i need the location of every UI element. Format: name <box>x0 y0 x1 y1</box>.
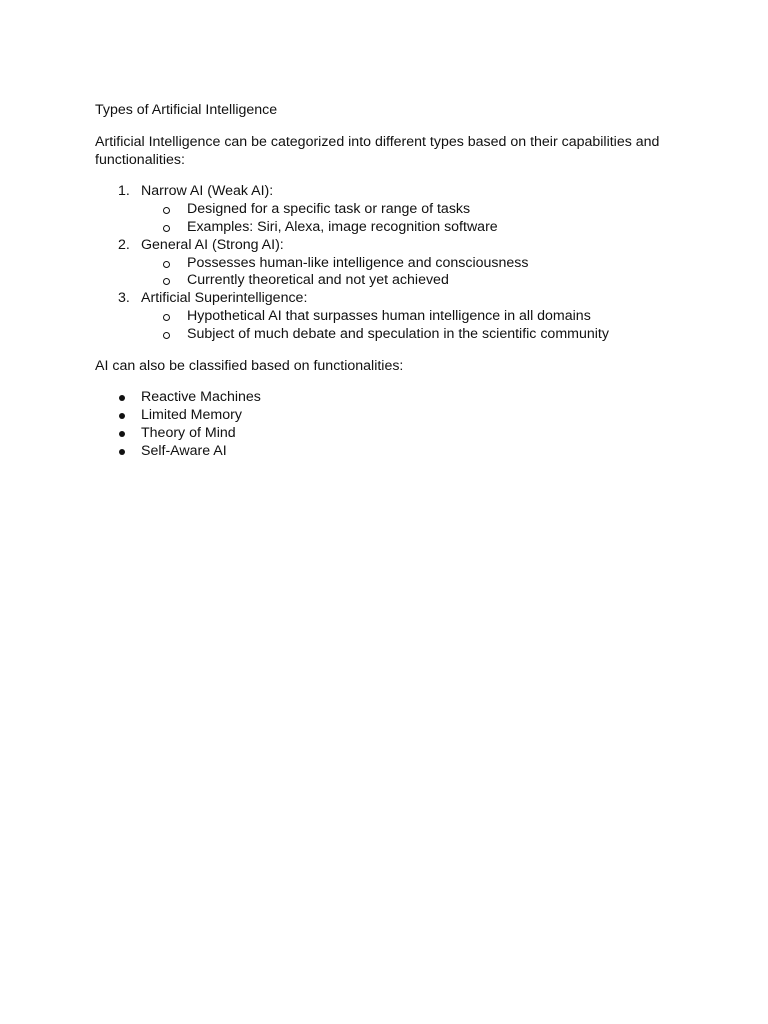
type-number: 3. <box>118 290 130 307</box>
type-point-text: Hypothetical AI that surpasses human intelligence in all domains <box>187 307 591 324</box>
functionality-text: Theory of Mind <box>141 424 236 441</box>
type-points <box>141 308 685 344</box>
type-point-text: Subject of much debate and speculation in the scientific community <box>187 325 609 342</box>
document-body <box>95 102 685 461</box>
type-label: Narrow AI (Weak AI): <box>141 183 274 200</box>
bullet-dot-icon <box>119 449 125 455</box>
type-number: 1. <box>118 183 130 200</box>
bullet-dot-icon <box>119 431 125 437</box>
hollow-bullet-icon <box>163 278 170 285</box>
type-points <box>141 255 685 291</box>
hollow-bullet-icon <box>163 314 170 321</box>
hollow-bullet-icon <box>163 261 170 268</box>
types-list <box>95 183 685 343</box>
type-point <box>141 272 685 290</box>
type-point-text: Possesses human-like intelligence and consciousness <box>187 254 529 271</box>
type-item <box>95 183 685 236</box>
functionality-item <box>95 425 685 443</box>
functionality-item <box>95 407 685 425</box>
type-points <box>141 201 685 237</box>
type-item <box>95 290 685 343</box>
intro-paragraph: Artificial Intelligence can be categorized into different types based on their capabilities and functionalities: <box>95 133 660 168</box>
functionality-item <box>95 443 685 461</box>
bullet-dot-icon <box>119 413 125 419</box>
functionalities-list <box>95 389 685 460</box>
type-point <box>141 201 685 219</box>
type-label: General AI (Strong AI): <box>141 236 284 253</box>
functionality-text: Self-Aware AI <box>141 442 227 459</box>
functionality-text: Reactive Machines <box>141 389 261 406</box>
type-point-text: Examples: Siri, Alexa, image recognition software <box>187 218 498 235</box>
hollow-bullet-icon <box>163 332 170 339</box>
type-point <box>141 326 685 344</box>
type-point <box>141 308 685 326</box>
document-title: Types of Artificial Intelligence <box>95 102 278 118</box>
type-point-text: Currently theoretical and not yet achieved <box>187 272 449 289</box>
type-number: 2. <box>118 236 130 253</box>
type-point-text: Designed for a specific task or range of tasks <box>187 201 471 218</box>
type-label: Artificial Superintelligence: <box>141 290 308 307</box>
type-point <box>141 219 685 237</box>
functionality-text: Limited Memory <box>141 407 242 424</box>
hollow-bullet-icon <box>163 225 170 232</box>
hollow-bullet-icon <box>163 207 170 214</box>
type-point <box>141 255 685 273</box>
functionality-item <box>95 389 685 407</box>
type-item <box>95 237 685 290</box>
bullet-dot-icon <box>119 395 125 401</box>
functionalities-intro: AI can also be classified based on functionalities: <box>95 357 404 374</box>
